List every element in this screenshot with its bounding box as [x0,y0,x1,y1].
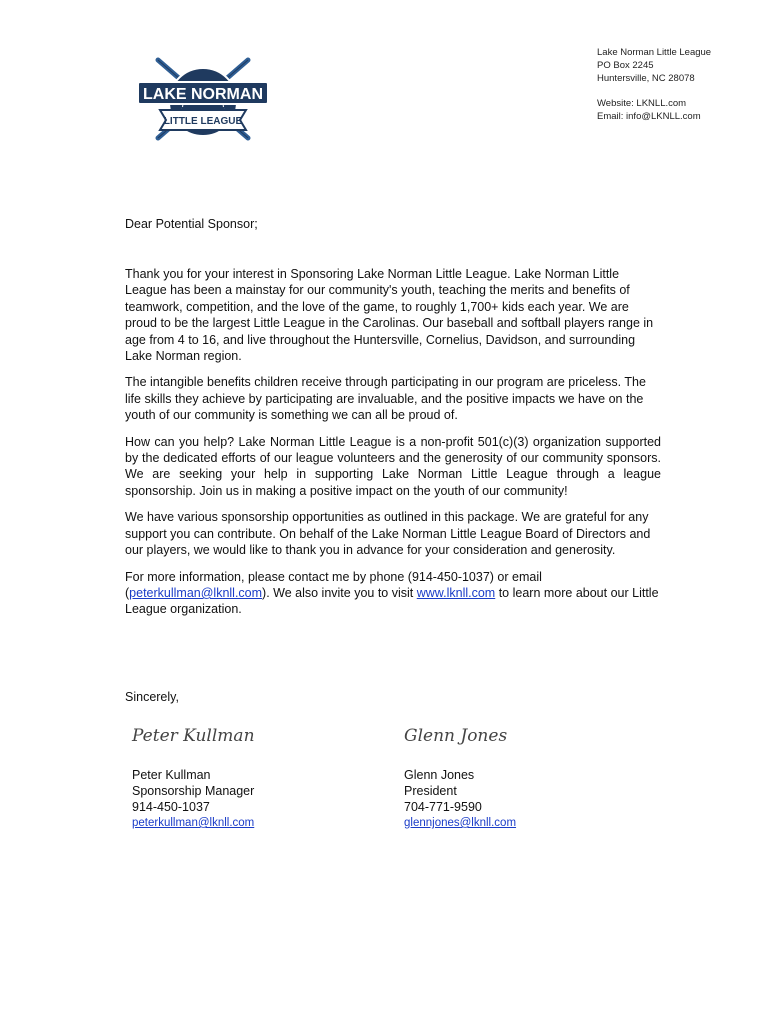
signer-email-link[interactable]: peterkullman@lknll.com [132,817,255,829]
logo-line2: LITTLE LEAGUE [163,116,243,127]
contact-text-2: ). We also invite you to visit [262,585,417,600]
greeting: Dear Potential Sponsor; [125,217,258,231]
website-line: Website: LKNLL.com [597,98,687,109]
paragraph-intro: Thank you for your interest in Sponsoring Lake Norman Little League. Lake Norman Little League has been a mainstay for our community's youth, teaching the merits and benefits of teamwork, competition, and the love of the game, to roughly 1,700+ kids each year. We are proud to be the largest Little League in the Carolinas. Our baseball and softball players range in age from 4 to 16, and live throughout the Huntersville, Cornelius, Davidson, and surrounding Lake Norman region. [125,267,654,364]
logo-line1: LAKE NORMAN [143,86,263,103]
signer-title: Sponsorship Manager [132,784,255,798]
signer-phone: 704-771-9590 [404,800,482,814]
paragraph-benefits: The intangible benefits children receive through participating in our program are priceless. The life skills they achieve by participating are invaluable, and the positive impacts we have on the youth of our community is something we can all be proud of. [125,375,646,423]
contact-text-3: to learn more about our Little League organization. [125,585,659,617]
league-logo [136,56,270,146]
city-line: Huntersville, NC 28078 [597,73,695,84]
signature-glenn: Glenn Jones [404,726,508,746]
signer-name: Peter Kullman [132,768,211,782]
signer-email-link[interactable]: glennjones@lknll.com [404,817,517,829]
signer-block-peter [132,767,254,831]
paragraph-help: How can you help? Lake Norman Little League is a non-profit 501(c)(3) organization supported by the dedicated efforts of our league volunteers and the generosity of our community sponsors. We are seeking your help in supporting Lake Norman Little League through a league sponsorship. Join us in making a positive impact on the youth of our community! [125,434,661,498]
contact-text-1: For more information, please contact me by phone (914-450-1037) or email ( [125,569,542,600]
letter-body [125,266,661,628]
signature-peter: Peter Kullman [132,726,255,746]
contact-email-link[interactable]: peterkullman@lknll.com [129,585,263,600]
paragraph-contact [125,569,661,618]
signer-title: President [404,784,457,798]
email-line: Email: info@LKNLL.com [597,111,701,122]
paragraph-opportunities: We have various sponsorship opportunities as outlined in this package. We are grateful for any support you can contribute. On behalf of the Lake Norman Little League Board of Directors and our players, we would like to thank you in advance for your consideration and generosity. [125,510,651,558]
website-link[interactable]: www.lknll.com [416,585,496,600]
org-name: Lake Norman Little League [597,47,712,58]
closing: Sincerely, [125,690,179,704]
letterhead-address [597,46,711,123]
signer-name: Glenn Jones [404,768,475,782]
po-box: PO Box 2245 [597,60,654,71]
signer-block-glenn [404,767,516,831]
signer-phone: 914-450-1037 [132,800,210,814]
